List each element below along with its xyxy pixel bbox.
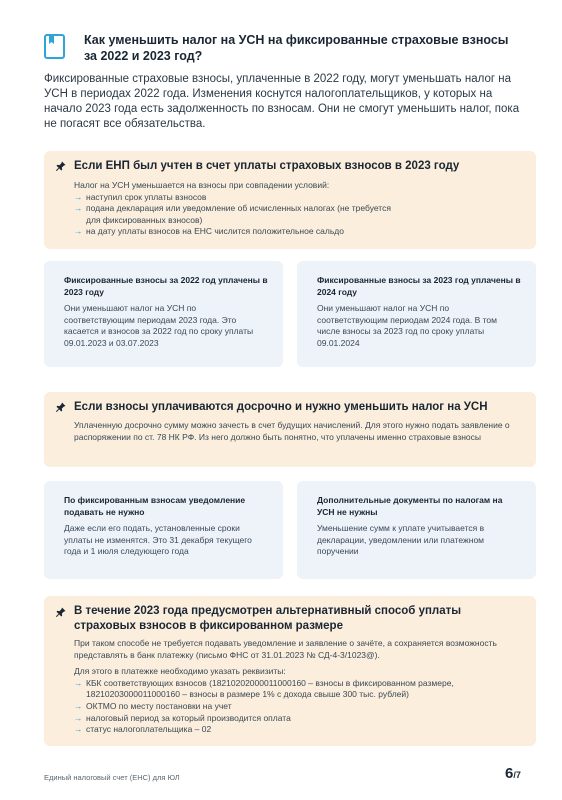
arrow-icon: →: [74, 203, 83, 214]
section-alternative-title: В течение 2023 года предусмотрен альтернативный способ уплаты страховых взносов в фиксированном размере: [74, 605, 462, 632]
list-item: → подана декларация или уведомление об исчисленных налогах (не требуется для фиксированных взносов): [74, 203, 391, 225]
section-alternative-card: [44, 596, 536, 746]
section-alternative-body: [74, 638, 524, 736]
list-item: → ОКТМО по месту постановки на учет: [74, 700, 232, 711]
info-box-notification: [44, 481, 283, 579]
conditions-list: [74, 192, 404, 238]
pin-icon: [56, 402, 66, 412]
pin-icon: [56, 607, 66, 617]
info-box-body: Они уменьшают налог на УСН по соответствующим периодам 2023 года. Это касается и взносов за 2022 год по сроку уплаты 09.01.2023 и 03.07.2023: [64, 303, 254, 348]
info-box-title: Фиксированные взносы за 2023 год уплачены в 2024 году: [317, 275, 521, 297]
section-alternative-lead: Для этого в платежке необходимо указать реквизиты:: [74, 666, 286, 677]
section-enp-title: Если ЕНП был учтен в счет уплаты страховых взносов в 2023 году: [74, 160, 460, 172]
list-item: → статус налогоплательщика – 02: [74, 724, 212, 735]
requisites-list: [74, 678, 524, 736]
info-box-title: Дополнительные документы по налогам на УСН не нужны: [317, 495, 503, 517]
footer-caption: Единый налоговый счет (ЕНС) для ЮЛ: [44, 773, 180, 782]
arrow-icon: →: [74, 677, 83, 688]
arrow-icon: →: [74, 724, 83, 735]
arrow-icon: →: [74, 191, 83, 202]
arrow-icon: →: [74, 226, 83, 237]
info-box-title: Фиксированные взносы за 2022 год уплачены в 2023 году: [64, 275, 268, 297]
info-box-title: По фиксированным взносам уведомление подавать не нужно: [64, 495, 246, 517]
intro-paragraph: Фиксированные страховые взносы, уплаченные в 2022 году, могут уменьшать налог на УСН в периодах 2022 года. Изменения коснутся налогоплательщиков, у которых на начало 2023 года есть задолженность по взносам. Они не смогут уменьшить налог, пока не погасят все обязательства.: [44, 73, 520, 130]
page-number: 6/7: [505, 765, 521, 782]
list-item: → наступил срок уплаты взносов: [74, 191, 207, 202]
list-item: → КБК соответствующих взносов (18210202000011000160 – взносы в фиксированном размере, 18210203000011000160 – взносы в размере 1% с дохода свыше 300 тыс. рублей): [74, 677, 454, 700]
section-alternative-text: При таком способе не требуется подавать уведомление и заявление о зачёте, а сохраняется возможность представлять в банк платежку (письмо ФНС от 31.01.2023 № СД-4-3/1023@).: [74, 638, 497, 660]
info-box-body: Даже если его подать, установленные сроки уплаты не изменятся. Это 31 декабря текущего года и 1 июля следующего года: [64, 523, 252, 557]
info-box-body: Уменьшение сумм к уплате учитывается в декларации, уведомлении или платежном поручении: [317, 523, 485, 557]
section-early-payment-card: [44, 392, 536, 467]
page-title: Как уменьшить налог на УСН на фиксированные страховые взносы за 2022 и 2023 год?: [84, 33, 509, 63]
info-box-body: Они уменьшают налог на УСН по соответствующим периодам 2024 года. В том числе взносы за 2023 год по сроку уплаты 09.01.2024: [317, 303, 497, 348]
section-early-payment-title: Если взносы уплачиваются досрочно и нужно уменьшить налог на УСН: [74, 401, 488, 413]
info-box-2023: [297, 261, 536, 367]
info-box-documents: [297, 481, 536, 579]
list-item: → на дату уплаты взносов на ЕНС числится положительное сальдо: [74, 226, 344, 237]
section-enp-body: [74, 180, 404, 238]
list-item: → налоговый период за который производится оплата: [74, 712, 291, 723]
arrow-icon: →: [74, 712, 83, 723]
info-box-2022: [44, 261, 283, 367]
arrow-icon: →: [74, 700, 83, 711]
document-icon: [44, 34, 66, 60]
page-header: [44, 32, 524, 68]
section-enp-card: [44, 151, 536, 249]
section-enp-lead: Налог на УСН уменьшается на взносы при совпадении условий:: [74, 180, 330, 190]
section-early-payment-body: Уплаченную досрочно сумму можно зачесть в счет будущих начислений. Для этого нужно подать заявление о распоряжении по ст. 78 НК РФ. Из него должно быть понятно, что уплачены именно страховые взносы: [74, 420, 510, 442]
pin-icon: [56, 161, 66, 171]
